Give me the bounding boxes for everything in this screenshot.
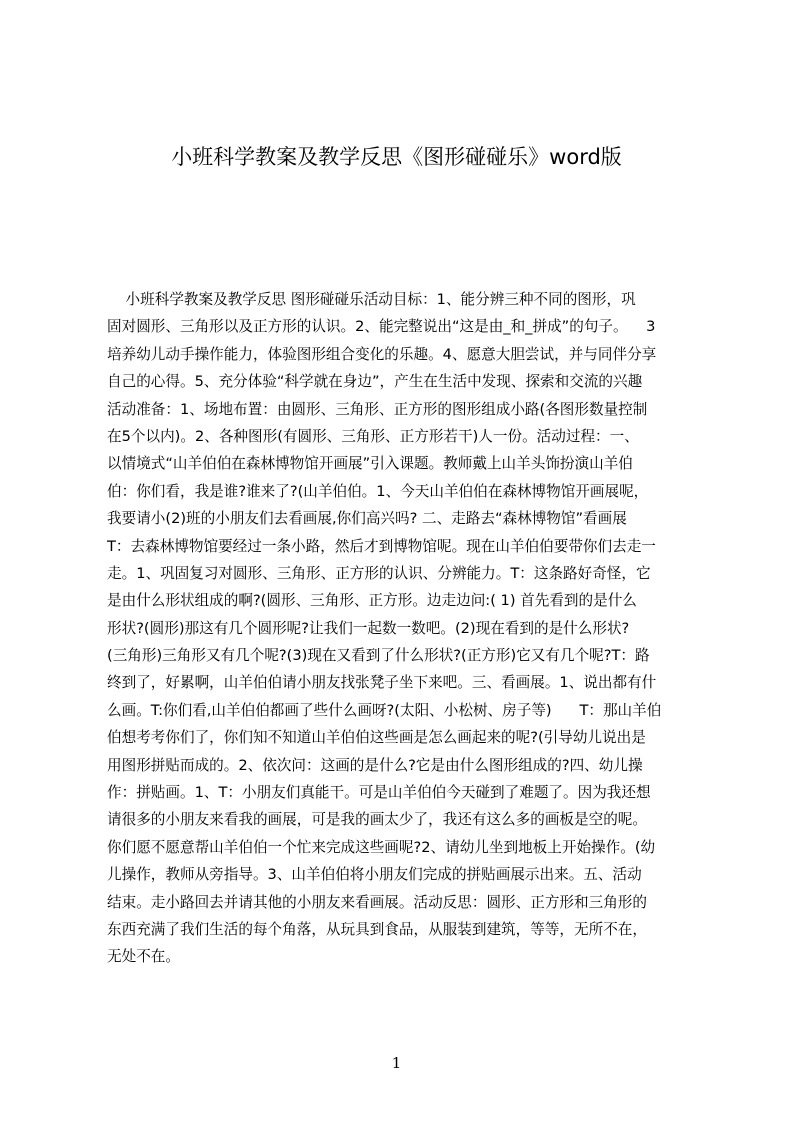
text-line: 东西充满了我们生活的每个角落，从玩具到食品，从服装到建筑，等等，无所不在，: [107, 920, 647, 938]
body-text: [107, 286, 697, 966]
page-number: 1: [391, 1054, 402, 1072]
text-line: 固对圆形、三角形以及正方形的认识。2、能完整说出“这是由_和_拼成”的句子。 3: [107, 318, 656, 336]
text-line: 结束。走小路回去并请其他的小朋友来看画展。活动反思：圆形、正方形和三角形的: [107, 893, 647, 911]
text-line: 我要请小(2)班的小朋友们去看画展,你们高兴吗? 二、走路去“森林博物馆”看画展: [107, 510, 627, 528]
text-line: 终到了，好累啊，山羊伯伯请小朋友找张凳子坐下来吧。三、看画展。1、说出都有什: [107, 674, 657, 692]
text-line: 儿操作，教师从旁指导。3、山羊伯伯将小朋友们完成的拼贴画展示出来。五、活动: [107, 866, 642, 884]
text-line: (三角形)三角形又有几个呢?(3)现在又看到了什么形状?(正方形)它又有几个呢?T：路: [107, 647, 650, 665]
text-line: 无处不在。: [107, 948, 180, 966]
text-line: 自己的心得。5、充分体验“科学就在身边”，产生在生活中发现、探索和交流的兴趣: [107, 373, 643, 391]
text-line: 培养幼儿动手操作能力，体验图形组合变化的乐趣。4、愿意大胆尝试，并与同伴分享: [107, 345, 657, 363]
text-line: T：去森林博物馆要经过一条小路，然后才到博物馆呢。现在山羊伯伯要带你们去走一: [107, 537, 656, 555]
text-line: 你们愿不愿意帮山羊伯伯一个忙来完成这些画呢?2、请幼儿坐到地板上开始操作。(幼: [107, 838, 656, 856]
text-line: 以情境式“山羊伯伯在森林博物馆开画展”引入课题。教师戴上山羊头饰扮演山羊伯: [107, 455, 633, 473]
text-line: 小班科学教案及教学反思 图形碰碰乐活动目标：1、能分辨三种不同的图形，巩: [107, 291, 636, 308]
page-title: 小班科学教案及教学反思《图形碰碰乐》word版: [171, 145, 622, 169]
text-line: 么画。T:你们看,山羊伯伯都画了些什么画呀?(太阳、小松树、房子等) T：那山羊伯: [107, 701, 662, 719]
text-line: 在5个以内)。2、各种图形(有圆形、三角形、正方形若干)人一份。活动过程：一、: [107, 427, 639, 445]
text-line: 作：拼贴画。1、T：小朋友们真能干。可是山羊伯伯今天碰到了难题了。因为我还想: [107, 784, 651, 802]
text-line: 伯：你们看，我是谁?谁来了?(山羊伯伯。1、今天山羊伯伯在森林博物馆开画展呢，: [107, 482, 649, 500]
text-line: 形状?(圆形)那这有几个圆形呢?让我们一起数一数吧。(2)现在看到的是什么形状?: [107, 619, 630, 637]
text-line: 伯想考考你们了，你们知不知道山羊伯伯这些画是怎么画起来的呢?(引导幼儿说出是: [107, 729, 646, 747]
text-line: 活动准备：1、场地布置：由圆形、三角形、正方形的图形组成小路(各图形数量控制: [107, 400, 648, 418]
text-line: 请很多的小朋友来看我的画展，可是我的画太少了，我还有这么多的画板是空的呢。: [107, 811, 647, 829]
text-line: 用图形拼贴而成的。2、依次问：这画的是什么?它是由什么图形组成的?四、幼儿操: [107, 756, 643, 774]
text-line: 是由什么形状组成的啊?(圆形、三角形、正方形。边走边问:( 1) 首先看到的是什么: [107, 592, 637, 610]
text-line: 走。1、巩固复习对圆形、三角形、正方形的认识、分辨能力。T：这条路好奇怪，它: [107, 564, 651, 582]
